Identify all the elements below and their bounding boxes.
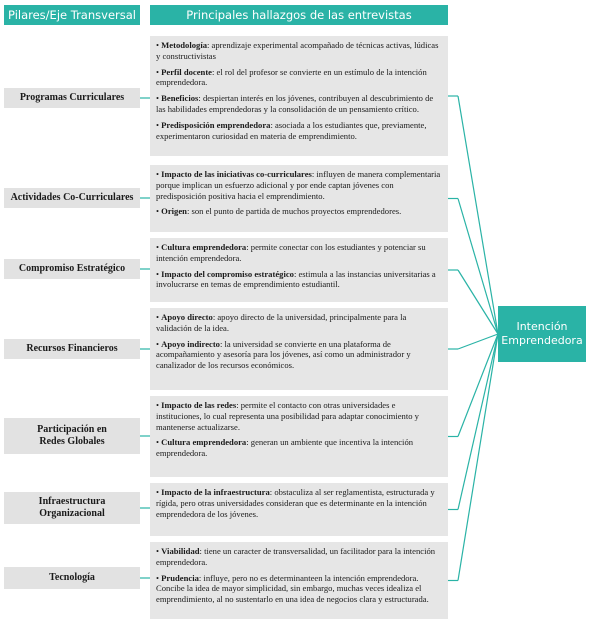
finding-term: Predisposición emprendedora <box>161 119 271 130</box>
finding-text: : despiertan interés en los jóvenes, contribuyen al descubrimiento de las habilidades emprendedoras y la consolidación de un pensamiento crítico. <box>156 93 434 115</box>
converge-line <box>458 334 498 581</box>
finding-item: • Impacto del compromiso estratégico: estimula a las instancias universitarias a involucrarse en temas de emprendimiento estudiantil. <box>156 268 436 290</box>
finding-text: : generan un ambiente que incentiva la intención emprendedora. <box>156 437 414 459</box>
pillar-label-line: Programas Curriculares <box>19 91 125 103</box>
finding-text: : el rol del profesor se convierte en un estímulo de la intención emprendedora. <box>156 66 427 88</box>
finding-term: Apoyo indirecto <box>161 338 220 349</box>
finding-term: Impacto de la infraestructura <box>161 487 270 497</box>
finding-item: • Viabilidad: tiene un caracter de transversalidad, un facilitador para la intención emprendedora. <box>156 546 436 567</box>
pillar-label-line: Compromiso Estratégico <box>18 262 126 274</box>
finding-item: • Beneficios: despiertan interés en los jóvenes, contribuyen al descubrimiento de las habilidades emprendedoras y la consolidación de un pensamiento crítico. <box>156 93 434 115</box>
target-box-intencion-emprendedora <box>498 306 586 362</box>
pillar-box-4 <box>4 339 140 359</box>
pillar-label-line: Tecnología <box>49 571 95 583</box>
findings-box-7 <box>150 542 448 619</box>
finding-item: • Apoyo directo: apoyo directo de la universidad, principalmente para la validación de la idea. <box>156 312 407 333</box>
finding-text: : estimula a las instancias universitarias a involucrarse en temas de emprendimiento estudiantil. <box>156 268 436 290</box>
pillar-label-line: Organizacional <box>39 508 105 519</box>
pillar-box-7 <box>4 567 140 589</box>
finding-term: Origen <box>161 206 187 217</box>
finding-item: • Origen: son el punto de partida de muchos proyectos emprendedores. <box>156 206 402 217</box>
finding-term: Beneficios <box>161 93 199 104</box>
finding-item: • Impacto de la infraestructura: obstaculiza al ser reglamentista, estructurada y rígida, pero otras universidades consideran que es determinante en la intención emprendedora de los jóvenes. <box>156 487 435 519</box>
finding-item: • Prudencia: influye, pero no es determinanteen la intención emprendedora. Concibe la idea de mayor simplicidad, sin embargo, muchas veces idealiza el emprendimiento, al no sustentarlo en una idea de negocios clara y estructurada. <box>156 572 429 605</box>
findings-box-2 <box>150 165 448 232</box>
finding-term: Metodología <box>161 40 207 50</box>
finding-term: Impacto de las redes <box>161 400 237 410</box>
finding-text: : asociada a los estudiantes que, previamente, experimentaron curiosidad en materia de emprendimiento. <box>156 119 427 141</box>
finding-item: • Cultura emprendedora: permite conectar con los estudiantes y potenciar su intención emprendedora. <box>156 242 426 263</box>
finding-text: : influye, pero no es determinanteen la intención emprendedora. Concibe la idea de mayor simplicidad, sin embargo, muchas veces idealiza el emprendimiento, al no sustentarlo en una idea de negocios clara y estructurada. <box>156 572 429 605</box>
pillar-box-1 <box>4 88 140 108</box>
converge-line <box>458 270 498 334</box>
pillar-label-line: Participación en <box>37 423 107 435</box>
finding-text: : aprendizaje experimental acompañado de técnicas activas, lúdicas y constructivistas <box>156 40 439 61</box>
converge-line <box>458 199 498 335</box>
pillar-box-6 <box>4 492 140 524</box>
finding-text: : permite conectar con los estudiantes y potenciar su intención emprendedora. <box>156 242 426 263</box>
finding-text: : obstaculiza al ser reglamentista, estructurada y rígida, pero otras universidades consideran que es determinante en la intención emprendedora de los jóvenes. <box>156 487 435 519</box>
finding-term: Cultura emprendedora <box>161 242 247 252</box>
finding-term: Perfil docente <box>161 66 212 77</box>
finding-term: Cultura emprendedora <box>161 437 247 448</box>
converge-line <box>458 334 498 349</box>
finding-item: • Impacto de las redes: permite el contacto con otras universidades e instituciones, lo cual representa una posibilidad para adaptar conocimiento y mantenerse actualizarse. <box>156 400 419 432</box>
target-line-2: Emprendedora <box>501 334 583 347</box>
pillars-header-text: Pilares/Eje Transversal <box>8 8 136 22</box>
findings-header-text: Principales hallazgos de las entrevistas <box>186 8 412 22</box>
findings-box-1 <box>150 36 448 156</box>
finding-text: : influyen de manera complementaria porque implican un esfuerzo adicional y por ende captan jóvenes con predisposición positiva hacia el emprendimiento. <box>156 169 441 201</box>
finding-term: Prudencia <box>161 572 199 583</box>
finding-item: • Metodología: aprendizaje experimental acompañado de técnicas activas, lúdicas y constructivistas <box>156 40 439 61</box>
pillar-label-line: Recursos Financieros <box>26 342 118 354</box>
finding-item: • Predisposición emprendedora: asociada a los estudiantes que, previamente, experimentaron curiosidad en materia de emprendimiento. <box>156 119 427 141</box>
finding-item: • Apoyo indirecto: la universidad se convierte en una plataforma de acompañamiento y asesoría para los jóvenes, así como un administrador y canalizador de los recursos económicos. <box>156 338 411 371</box>
finding-text: : tiene un caracter de transversalidad, un facilitador para la intención emprendedora. <box>156 546 436 567</box>
findings-box-4 <box>150 308 448 390</box>
finding-item: • Impacto de las iniciativas co-curriculares: influyen de manera complementaria porque implican un esfuerzo adicional y por ende captan jóvenes con predisposición positiva hacia el emprendimiento. <box>156 169 441 201</box>
finding-term: Impacto de las iniciativas co-curriculares <box>161 169 312 179</box>
finding-text: : la universidad se convierte en una plataforma de acompañamiento y asesoría para los jóvenes, así como un administrador y canalizador de los recursos económicos. <box>156 338 411 371</box>
findings-box-3 <box>150 238 448 302</box>
finding-term: Apoyo directo <box>161 312 213 322</box>
pillar-label-line: Infraestructura <box>38 495 106 507</box>
pillar-label-line: Redes Globales <box>39 436 105 447</box>
converge-line <box>458 96 498 334</box>
findings-box-6 <box>150 483 448 536</box>
pillar-box-3 <box>4 259 140 279</box>
pillar-box-2 <box>4 188 140 208</box>
finding-item: • Cultura emprendedora: generan un ambiente que incentiva la intención emprendedora. <box>156 437 414 459</box>
finding-term: Impacto del compromiso estratégico <box>161 268 294 279</box>
finding-text: : apoyo directo de la universidad, principalmente para la validación de la idea. <box>156 312 407 333</box>
pillar-label-line: Actividades Co-Curriculares <box>10 191 134 203</box>
finding-text: : permite el contacto con otras universidades e instituciones, lo cual representa una posibilidad para adaptar conocimiento y mantenerse actualizarse. <box>156 400 419 432</box>
finding-item: • Perfil docente: el rol del profesor se convierte en un estímulo de la intención emprendedora. <box>156 66 427 88</box>
finding-term: Viabilidad <box>161 546 200 556</box>
findings-box-5 <box>150 396 448 477</box>
pillar-box-5 <box>4 418 140 454</box>
finding-text: : son el punto de partida de muchos proyectos emprendedores. <box>186 206 402 217</box>
target-line-1: Intención <box>516 319 568 333</box>
